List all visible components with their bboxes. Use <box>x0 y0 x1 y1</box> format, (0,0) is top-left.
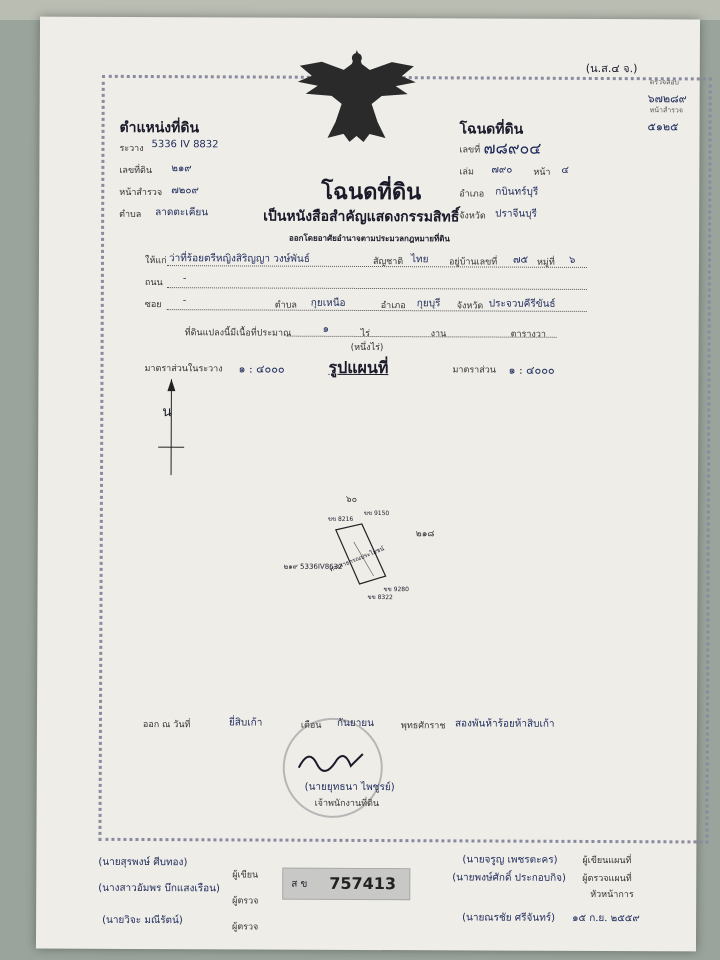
corner-label-page: หน้าสำรวจ <box>649 106 683 115</box>
nationality-label: สัญชาติ <box>372 257 404 268</box>
deed-no-value: ๗๘๙๐๔ <box>483 138 542 158</box>
owner-province-label: จังหวัด <box>456 301 484 312</box>
scale-right-label: มาตราส่วน <box>452 365 496 376</box>
document-subtitle: เป็นหนังสือสำคัญแสดงกรรมสิทธิ์ <box>263 208 460 226</box>
map-mark-4: ขข 8322 <box>367 593 393 602</box>
area-rai-value: ๑ <box>322 323 330 335</box>
area-words: (หนึ่งไร่) <box>350 342 384 354</box>
area-prefix: ที่ดินแปลงนี้มีเนื้อที่ประมาณ <box>184 328 292 339</box>
road-value: - <box>182 273 187 285</box>
survey-page-label: หน้าสำรวจ <box>119 187 163 199</box>
rawang-label: ระวาง <box>119 143 144 155</box>
map-mark-2: ขข 9150 <box>363 509 390 518</box>
province-value: ปราจีนบุรี <box>495 208 537 220</box>
right-checker-name: (นายพงษ์ศักดิ์ ประกอบกิจ) <box>452 872 566 884</box>
road-label: ถนน <box>144 278 163 289</box>
page-label: หน้า <box>533 167 551 178</box>
issue-year-label: พุทธศักราช <box>400 721 446 732</box>
corner-handwriting-2: ๕๑๒๕ <box>647 120 679 134</box>
issue-month-label: เดือน <box>300 720 322 731</box>
book-value: ๗๙๐ <box>491 164 513 176</box>
north-label: น <box>162 404 172 421</box>
tambon-label: ตำบล <box>119 209 142 221</box>
right-checker-label: ผู้ตรวจแผนที่ <box>582 873 632 885</box>
amphoe-value: กบินทร์บุรี <box>495 186 539 198</box>
issued-label: ออก ณ วันที่ <box>142 720 191 731</box>
corner-label-top: ตรวจสอบ <box>649 78 680 87</box>
north-arrow-icon <box>156 377 186 477</box>
official-signature <box>293 740 373 780</box>
province-label: จังหวัด <box>459 211 486 222</box>
checker-left-label: ผู้ตรวจ <box>232 896 259 907</box>
land-title-deed-document <box>36 17 700 952</box>
issue-month: กันยายน <box>336 717 375 730</box>
scale-right-value: ๑ : ๔๐๐๐ <box>508 363 555 377</box>
tambon-value: ลาดตะเคียน <box>155 207 209 219</box>
amphoe-label: อำเภอ <box>459 189 485 200</box>
serial-box <box>282 868 410 901</box>
survey-page-value: ๗๒๐๙ <box>171 185 199 197</box>
writer-name: (นายสุรพงษ์ ศีบทอง) <box>98 856 188 869</box>
surveyor-name: (นายวิจะ มณีรัตน์) <box>102 914 183 927</box>
page-value: ๔ <box>561 164 569 176</box>
owner-amphoe-label: อำเภอ <box>380 301 406 312</box>
deed-no-label: เลขที่ <box>459 145 481 156</box>
bottom-date: ๑๕ ก.ย. ๒๕๕๙ <box>572 912 640 925</box>
book-label: เล่ม <box>459 167 474 178</box>
form-code: (น.ส.๔ จ.) <box>585 61 638 76</box>
soi-label: ซอย <box>144 300 162 311</box>
land-location-header: ตำแหน่งที่ดิน <box>119 119 200 137</box>
owner-tambon-value: กุยเหนือ <box>310 297 346 309</box>
map-road-text: ทางสาธารณประโยชน์ <box>328 545 386 574</box>
soi-value: - <box>182 295 187 307</box>
map-left-label: ๒๑๙ 5336IV8632 <box>283 562 343 571</box>
map-mark-1: ขข 8216 <box>327 515 354 523</box>
scale-left-label: มาตราส่วนในระวาง <box>144 364 223 375</box>
land-no-label: เลขที่ดิน <box>119 165 153 177</box>
document-title: โฉนดที่ดิน <box>321 179 422 206</box>
official-title: เจ้าพนักงานที่ดิน <box>314 798 380 810</box>
deed-header: โฉนดที่ดิน <box>459 121 524 138</box>
right-writer-name: (นายจรูญ เพชรตะคร) <box>462 854 558 866</box>
owner-name: ว่าที่ร้อยตรีหญิงสิริญญา วงษ์พันธ์ <box>168 253 310 265</box>
head-name: (นายณรชัย ศรีจันทร์) <box>462 912 556 924</box>
nationality-value: ไทย <box>410 254 429 266</box>
serial-prefix: ส ข <box>291 878 308 890</box>
map-title: รูปแผนที่ <box>328 357 389 378</box>
garuda-emblem-icon <box>291 42 421 153</box>
area-rai-label: ไร่ <box>360 328 371 340</box>
head-label: หัวหน้าการ <box>590 889 634 901</box>
document-subtitle-2: ออกโดยอาศัยอำนาจตามประมวลกฎหมายที่ดิน <box>289 233 450 244</box>
rawang-value: 5336 IV 8832 <box>151 139 219 151</box>
owner-amphoe-value: กุยบุรี <box>416 298 441 310</box>
surveyor-label: ผู้ตรวจ <box>232 922 259 933</box>
area-wa-label: ตารางวา <box>510 329 546 340</box>
writer-label: ผู้เขียน <box>232 870 259 881</box>
map-top-number: ๖๐ <box>345 494 358 505</box>
area-ngan-label: งาน <box>430 329 447 340</box>
issue-day: ยี่สิบเก้า <box>228 717 263 729</box>
moo-value: ๖ <box>568 254 576 266</box>
map-mark-3: ขข 9280 <box>383 586 409 594</box>
official-name: (นายยุทธนา ไพชูรย์) <box>304 781 395 794</box>
moo-label: หมู่ที่ <box>536 257 555 268</box>
right-writer-label: ผู้เขียนแผนที่ <box>582 855 632 867</box>
serial-number: 757413 <box>329 873 397 894</box>
house-no-label: อยู่บ้านเลขที่ <box>448 257 498 268</box>
given-to-label: ให้แก่ <box>144 256 167 267</box>
map-right-number: ๒๑๘ <box>415 529 435 540</box>
scale-left-value: ๑ : ๔๐๐๐ <box>238 362 285 376</box>
house-no-value: ๗๕ <box>512 254 529 266</box>
owner-tambon-label: ตำบล <box>274 300 297 311</box>
land-no-value: ๒๑๙ <box>171 163 192 175</box>
owner-province-value: ประจวบคีรีขันธ์ <box>488 298 556 310</box>
checker-left-name: (นางสาวอัมพร บึกแสงเรือน) <box>98 882 220 895</box>
issue-year: สองพันห้าร้อยห้าสิบเก้า <box>454 718 555 730</box>
corner-handwriting-1: ๖๗๒๘๙ <box>647 92 687 106</box>
